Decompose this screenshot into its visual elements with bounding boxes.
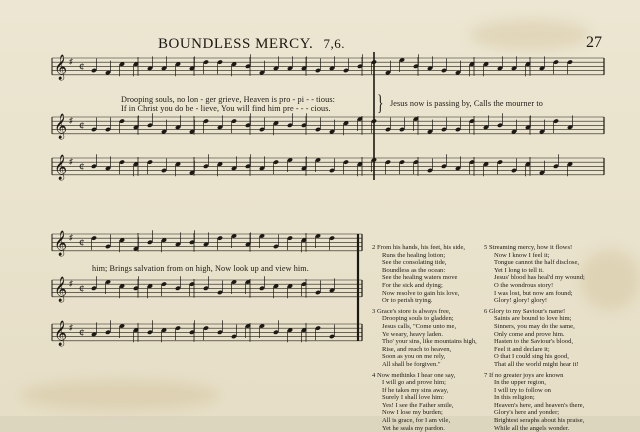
stanza-col1-line: Drooping souls to gladden; [382, 315, 454, 323]
stanza-col2-line: That all the world might hear it! [494, 360, 579, 368]
stanza-col2-line: 6 Glory to my Saviour's name! [484, 307, 566, 315]
treble-clef: 𝄞 [54, 231, 68, 256]
stanza-col2-line: Feel it and declare it; [494, 345, 550, 353]
lyric-line-3: Jesus now is passing by, Calls the mourner to [390, 99, 543, 108]
stanza-col1-line: Yes! I see the Father smile, [382, 401, 454, 409]
stanza-col1-line: For the sick and dying; [382, 281, 443, 289]
stanza-col1-line: 4 Now methinks I hear one say, [372, 371, 456, 379]
lyric-brace: } [377, 90, 384, 115]
sharp-sign: ♯ [69, 323, 73, 332]
stanza-col1-line: 2 From his hands, his feet, his side, [372, 244, 466, 251]
time-signature: ¢ [79, 283, 85, 295]
stanza-col1-line: Ye weary, heavy laden. [382, 330, 443, 338]
stanza-col2-line: I will try to follow on [494, 386, 551, 394]
hymn-meter: 7,6. [323, 36, 346, 51]
stanza-col2-line: In the upper region, [494, 379, 546, 387]
time-signature: ¢ [79, 61, 85, 73]
stanza-col1-line: I will go and prove him; [382, 379, 446, 387]
treble-clef: 𝄞 [54, 321, 68, 346]
stanza-col2-line: In this religion; [494, 394, 535, 402]
stanza-col1-line: All shall be forgiven." [382, 360, 441, 368]
stanza-col2-line: Only come and prove him. [494, 330, 565, 338]
stanza-col1-line: Now resolve to gain his love, [382, 289, 460, 297]
stanza-col2-line: While all the angels wonder. [494, 424, 570, 432]
stanza-col1-line: All is grace, for I am vile, [382, 417, 451, 425]
stanza-column-1 [372, 244, 477, 432]
stanza-col2-line: 7 If no greater joys are known [484, 371, 564, 379]
sharp-sign: ♯ [69, 157, 73, 166]
stanza-col2-line: Tongue cannot the half disclose, [494, 259, 580, 267]
stanza-col2-line: Jesus' blood has heal'd my wound; [494, 274, 585, 282]
lyric-line-2: If in Christ you do be - lieve, You will find him pre - - - cious. [121, 104, 331, 113]
stanza-col2-line: Brightest seraphs about his praise, [494, 417, 585, 425]
time-signature: ¢ [79, 120, 85, 132]
stanza-col2-line: Hasten to the Saviour's blood, [494, 338, 574, 346]
stanza-col1-line: 3 Grace's store is always free, [372, 307, 451, 315]
treble-clef: 𝄞 [54, 114, 68, 139]
time-signature: ¢ [79, 237, 85, 249]
stanza-col2-line: Glory! glory! glory! [494, 297, 548, 305]
stanza-col1-line: Runs the healing lotion; [382, 251, 446, 259]
stanza-col1-line: Jesus calls, "Come unto me, [382, 322, 457, 330]
stanza-col2-line: Glory's here and yonder; [494, 409, 560, 417]
time-signature: ¢ [79, 161, 85, 173]
stanza-col1-line: Tho' your sins, like mountains high, [382, 338, 477, 346]
treble-clef: 𝄞 [54, 277, 68, 302]
stanza-col1-line: Yet he seals my pardon. [382, 424, 445, 432]
stanza-col2-line: O that I could sing his good, [494, 353, 569, 361]
stanza-col1-line: See the healing waters move [382, 274, 458, 282]
stanza-col2-line: Sinners, you may do the same, [494, 322, 575, 330]
sharp-sign: ♯ [69, 57, 73, 66]
sharp-sign: ♯ [69, 279, 73, 288]
stanza-col2-line: 5 Streaming mercy, how it flows! [484, 244, 573, 251]
sharp-sign: ♯ [69, 233, 73, 242]
stanza-col2-line: Yet I long to tell it. [494, 266, 544, 274]
treble-clef: 𝄞 [54, 55, 68, 80]
treble-clef: 𝄞 [54, 155, 68, 180]
lyric-line-1: Drooping souls, no lon - ger grieve, Heaven is pro - pi - - tious: [121, 95, 335, 104]
stanza-col1-line: Soon as you on me rely, [382, 353, 446, 361]
hymn-title-text: BOUNDLESS MERCY. [158, 36, 314, 52]
stanza-col2-line: I was lost, but now am found; [494, 289, 573, 297]
sharp-sign: ♯ [69, 116, 73, 125]
stanza-col2-line: Saints are bound to love him; [494, 315, 572, 323]
stanza-col1-line: Or to perish trying. [382, 297, 433, 305]
stanza-col1-line: Rise, and reach to heaven, [382, 345, 452, 353]
stanza-col2-line: Heaven's here, and heaven's there, [494, 401, 585, 409]
stanza-col2-line: O the wondrous story! [494, 281, 554, 289]
stanza-col1-line: Surely I shall love him: [382, 394, 444, 402]
stanza-col2-line: Now I know I feel it; [494, 251, 550, 259]
time-signature: ¢ [79, 327, 85, 339]
stanza-col1-line: Now I lose my burden; [382, 409, 443, 417]
stanza-col1-line: If he takes my sins away, [382, 386, 449, 394]
stanza-col1-line: See the consolating tide, [382, 259, 447, 267]
lyric-line-4: him; Brings salvation from on high, Now look up and view him. [92, 264, 309, 273]
page-number: 27 [586, 34, 602, 51]
stanza-col1-line: Boundless as the ocean: [382, 266, 446, 274]
stanza-column-2 [484, 244, 585, 432]
